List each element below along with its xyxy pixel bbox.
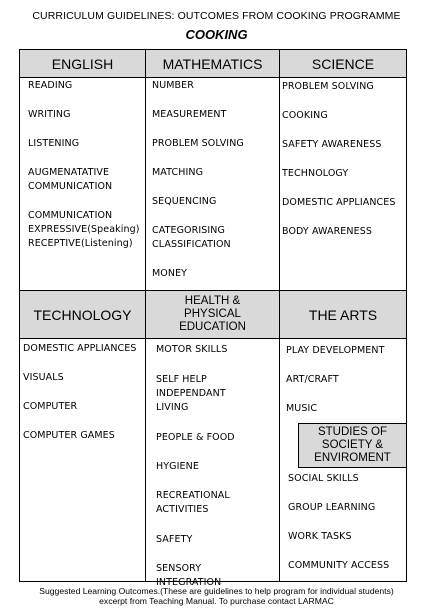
list-item: VISUALS: [23, 372, 64, 383]
list-item: MEASUREMENT: [152, 109, 227, 120]
document-subtitle: COOKING: [185, 27, 248, 42]
list-item: SOCIAL SKILLS: [288, 473, 359, 484]
list-item: CATEGORISING CLASSIFICATION: [152, 225, 231, 250]
header-the-arts: THE ARTS: [280, 291, 406, 338]
list-item: MOTOR SKILLS: [156, 344, 228, 355]
header-mathematics: MATHEMATICS: [146, 50, 279, 77]
header-science: SCIENCE: [280, 50, 406, 77]
list-item: LISTENING: [28, 138, 80, 149]
list-item: PROBLEM SOLVING: [152, 138, 244, 149]
divider: [145, 50, 146, 581]
list-item: HYGIENE: [156, 461, 199, 472]
list-item: RECREATIONAL ACTIVITIES: [156, 490, 230, 515]
list-item: MONEY: [152, 268, 188, 279]
list-item: PLAY DEVELOPMENT: [286, 345, 385, 356]
divider: [20, 77, 406, 78]
list-item: DOMESTIC APPLIANCES: [282, 197, 396, 208]
list-item: COMPUTER GAMES: [23, 430, 115, 441]
header-health-physical-education: HEALTH & PHYSICAL EDUCATION: [146, 291, 279, 338]
list-item: SAFETY: [156, 534, 193, 545]
list-item: SEQUENCING: [152, 196, 217, 207]
list-item: COMPUTER: [23, 401, 78, 412]
list-item: NUMBER: [152, 80, 194, 91]
divider: [20, 290, 406, 291]
list-item: GROUP LEARNING: [288, 502, 376, 513]
document-title: CURRICULUM GUIDELINES: OUTCOMES FROM COOKING PROGRAMME: [32, 10, 401, 22]
header-technology: TECHNOLOGY: [20, 291, 145, 338]
list-item: BODY AWARENESS: [282, 226, 372, 237]
list-item: PROBLEM SOLVING: [282, 81, 374, 92]
list-item: DOMESTIC APPLIANCES: [23, 343, 137, 354]
header-studies-of-society: STUDIES OF SOCIETY & ENVIROMENT: [298, 423, 406, 468]
list-item: SENSORY INTEGRATION: [156, 563, 222, 588]
divider: [279, 50, 280, 581]
footer-note: Suggested Learning Outcomes.(These are guidelines to help program for individual students) excerpt from Teaching Manual. To purchase contact LARMAC: [39, 586, 394, 606]
list-item: PEOPLE & FOOD: [156, 432, 235, 443]
list-item: WORK TASKS: [288, 531, 352, 542]
list-item: MUSIC: [286, 403, 318, 414]
list-item: COMMUNICATION EXPRESSIVE(Speaking) RECEPTIVE(Listening): [28, 210, 140, 249]
list-item: COMMUNITY ACCESS: [288, 560, 390, 571]
list-item: MATCHING: [152, 167, 204, 178]
list-item: COOKING: [282, 110, 328, 121]
curriculum-table: [19, 49, 407, 588]
list-item: SAFETY AWARENESS: [282, 139, 382, 150]
list-item: AUGMENATATIVE COMMUNICATION: [28, 167, 113, 192]
divider: [20, 338, 406, 339]
list-item: READING: [28, 80, 73, 91]
header-english: ENGLISH: [20, 50, 145, 77]
list-item: TECHNOLOGY: [282, 168, 349, 179]
list-item: WRITING: [28, 109, 71, 120]
list-item: ART/CRAFT: [286, 374, 339, 385]
list-item: SELF HELP INDEPENDANT LIVING: [156, 374, 226, 413]
